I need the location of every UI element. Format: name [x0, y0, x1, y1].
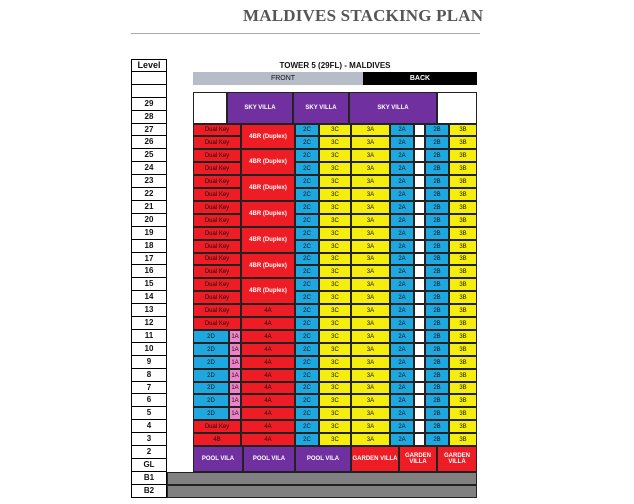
unit-cell: 2B: [425, 330, 449, 343]
sky-blank-left: [193, 92, 227, 124]
unit-cell: 4A: [241, 356, 295, 369]
level-cell: 25: [131, 149, 167, 162]
unit-cell: 2A: [390, 124, 414, 136]
unit-cell: 2C: [295, 253, 319, 265]
level-cell: 12: [131, 317, 167, 330]
level-cell: 5: [131, 407, 167, 420]
unit-cell: 2B: [425, 433, 449, 446]
level-cell: 3: [131, 433, 167, 446]
unit-cell: 4A: [241, 394, 295, 407]
unit-cell: 3B: [449, 317, 477, 330]
unit-cell: 3B: [449, 420, 477, 433]
basement-b2: [167, 485, 477, 498]
unit-cell: 3A: [351, 214, 390, 227]
sky-blank-right: [437, 92, 477, 124]
unit-cell: Dual Key: [193, 162, 241, 175]
unit-cell: 3C: [319, 278, 351, 291]
level-cell: B2: [131, 485, 167, 498]
pool-vila-2: POOL VILA: [243, 446, 295, 472]
unit-cell: 4A: [241, 420, 295, 433]
unit-cell: 3C: [319, 227, 351, 240]
unit-cell: 2D: [193, 356, 229, 369]
unit-cell: 1A: [229, 343, 241, 356]
level-cell: 26: [131, 136, 167, 149]
unit-cell: 3B: [449, 433, 477, 446]
unit-cell: 3B: [449, 201, 477, 214]
unit-cell: 2A: [390, 214, 414, 227]
level-cell: 9: [131, 356, 167, 369]
unit-cell: 3B: [449, 162, 477, 175]
unit-cell: 2C: [295, 317, 319, 330]
level-cell: [131, 72, 167, 85]
unit-cell: 3B: [449, 240, 477, 253]
unit-cell: 2A: [390, 356, 414, 369]
unit-cell: [414, 162, 425, 175]
unit-cell: 2C: [295, 124, 319, 136]
unit-cell: 3C: [319, 149, 351, 162]
unit-cell: 2C: [295, 291, 319, 304]
unit-cell: 3A: [351, 407, 390, 420]
unit-cell: 3A: [351, 124, 390, 136]
unit-cell: 2C: [295, 330, 319, 343]
level-cell: 17: [131, 253, 167, 265]
unit-cell: Dual Key: [193, 175, 241, 188]
unit-cell: 3B: [449, 265, 477, 278]
unit-cell: 2A: [390, 420, 414, 433]
unit-cell: [414, 420, 425, 433]
unit-cell: 3A: [351, 278, 390, 291]
unit-cell: 3C: [319, 188, 351, 201]
unit-cell: 2C: [295, 175, 319, 188]
unit-cell: 3A: [351, 420, 390, 433]
unit-cell: 3C: [319, 304, 351, 317]
unit-cell: Dual Key: [193, 265, 241, 278]
unit-cell: 2A: [390, 162, 414, 175]
level-header: Level: [131, 59, 167, 72]
unit-cell: 2A: [390, 394, 414, 407]
unit-cell: [414, 240, 425, 253]
garden-villa-2: GARDEN VILLA: [399, 446, 437, 472]
page-title: MALDIVES STACKING PLAN: [243, 6, 484, 25]
level-cell: 23: [131, 175, 167, 188]
unit-cell: 2A: [390, 330, 414, 343]
unit-cell: 3B: [449, 188, 477, 201]
unit-cell: 3A: [351, 253, 390, 265]
unit-cell: 3B: [449, 330, 477, 343]
level-cell: 4: [131, 420, 167, 433]
unit-cell: Dual Key: [193, 240, 241, 253]
level-cell: 2: [131, 446, 167, 459]
unit-cell: Dual Key: [193, 136, 241, 149]
unit-cell: 2B: [425, 201, 449, 214]
unit-cell: 3B: [449, 304, 477, 317]
unit-cell: 3C: [319, 214, 351, 227]
unit-cell: 2B: [425, 265, 449, 278]
unit-cell: 2B: [425, 278, 449, 291]
unit-cell: Dual Key: [193, 188, 241, 201]
level-cell: 22: [131, 188, 167, 201]
unit-cell: 3A: [351, 175, 390, 188]
unit-cell: 2C: [295, 407, 319, 420]
unit-cell: 4A: [241, 369, 295, 382]
unit-cell: Dual Key: [193, 227, 241, 240]
unit-cell: 3A: [351, 356, 390, 369]
unit-cell: 3B: [449, 175, 477, 188]
unit-cell: 3A: [351, 317, 390, 330]
unit-cell: 3B: [449, 149, 477, 162]
unit-cell: 4B: [193, 433, 241, 446]
unit-cell: 3A: [351, 382, 390, 394]
unit-cell: 2C: [295, 214, 319, 227]
unit-cell: Dual Key: [193, 253, 241, 265]
unit-cell: 2D: [193, 394, 229, 407]
unit-cell: 2A: [390, 227, 414, 240]
unit-cell: 1A: [229, 407, 241, 420]
level-cell: 7: [131, 382, 167, 394]
unit-cell: [414, 227, 425, 240]
level-cell: 16: [131, 265, 167, 278]
level-cell: 19: [131, 227, 167, 240]
unit-cell: 2C: [295, 420, 319, 433]
unit-cell: 3A: [351, 149, 390, 162]
unit-cell: 3A: [351, 304, 390, 317]
unit-cell: 2B: [425, 304, 449, 317]
unit-cell: 3B: [449, 394, 477, 407]
level-cell: 8: [131, 369, 167, 382]
unit-cell: 1A: [229, 369, 241, 382]
level-cell: 27: [131, 124, 167, 136]
unit-cell: 3C: [319, 124, 351, 136]
pool-vila-1: POOL VILA: [193, 446, 243, 472]
unit-cell: 4A: [241, 330, 295, 343]
unit-cell: [414, 278, 425, 291]
unit-cell: 2C: [295, 265, 319, 278]
basement-b1: [167, 472, 477, 485]
level-cell: 11: [131, 330, 167, 343]
duplex-4br-cell: 4BR (Duplex): [241, 253, 295, 278]
unit-cell: Dual Key: [193, 291, 241, 304]
unit-cell: 3C: [319, 420, 351, 433]
level-cell: 13: [131, 304, 167, 317]
unit-cell: 2B: [425, 343, 449, 356]
unit-cell: 3A: [351, 240, 390, 253]
unit-cell: 4A: [241, 343, 295, 356]
duplex-4br-cell: 4BR (Duplex): [241, 124, 295, 149]
unit-cell: 2D: [193, 330, 229, 343]
back-bar: BACK: [363, 72, 477, 85]
unit-cell: 3C: [319, 369, 351, 382]
unit-cell: 2C: [295, 201, 319, 214]
unit-cell: [414, 304, 425, 317]
unit-cell: [414, 253, 425, 265]
front-bar: FRONT: [193, 72, 373, 85]
unit-cell: Dual Key: [193, 317, 241, 330]
unit-cell: 2B: [425, 227, 449, 240]
unit-cell: 3C: [319, 253, 351, 265]
duplex-4br-cell: 4BR (Duplex): [241, 227, 295, 253]
level-cell: 18: [131, 240, 167, 253]
unit-cell: 3A: [351, 369, 390, 382]
unit-cell: 2B: [425, 356, 449, 369]
unit-cell: 3A: [351, 343, 390, 356]
unit-cell: 2D: [193, 343, 229, 356]
unit-cell: 3B: [449, 369, 477, 382]
unit-cell: 2A: [390, 265, 414, 278]
pool-vila-3: POOL VILA: [295, 446, 351, 472]
unit-cell: 1A: [229, 394, 241, 407]
unit-cell: 3B: [449, 227, 477, 240]
title-divider: [131, 33, 480, 34]
unit-cell: 2C: [295, 162, 319, 175]
unit-cell: 2B: [425, 188, 449, 201]
unit-cell: 2B: [425, 175, 449, 188]
unit-cell: 3C: [319, 356, 351, 369]
stacking-plan-table: [131, 59, 477, 497]
unit-cell: 3C: [319, 240, 351, 253]
unit-cell: Dual Key: [193, 201, 241, 214]
unit-cell: 3C: [319, 394, 351, 407]
unit-cell: 4A: [241, 382, 295, 394]
unit-cell: 2A: [390, 369, 414, 382]
unit-cell: 2C: [295, 227, 319, 240]
unit-cell: 2A: [390, 343, 414, 356]
unit-cell: 2B: [425, 369, 449, 382]
level-cell: 24: [131, 162, 167, 175]
unit-cell: 3A: [351, 291, 390, 304]
unit-cell: Dual Key: [193, 278, 241, 291]
unit-cell: 2A: [390, 201, 414, 214]
unit-cell: 2A: [390, 433, 414, 446]
level-cell: 28: [131, 111, 167, 124]
unit-cell: Dual Key: [193, 304, 241, 317]
unit-cell: [414, 382, 425, 394]
unit-cell: 3B: [449, 291, 477, 304]
unit-cell: 3A: [351, 188, 390, 201]
unit-cell: 2B: [425, 291, 449, 304]
unit-cell: 2B: [425, 420, 449, 433]
unit-cell: [414, 149, 425, 162]
unit-cell: 3A: [351, 136, 390, 149]
unit-cell: 2A: [390, 304, 414, 317]
level-cell: 15: [131, 278, 167, 291]
unit-cell: 2D: [193, 369, 229, 382]
unit-cell: 1A: [229, 382, 241, 394]
unit-cell: 3C: [319, 330, 351, 343]
unit-cell: 2B: [425, 253, 449, 265]
unit-cell: 2B: [425, 407, 449, 420]
unit-cell: 2B: [425, 240, 449, 253]
unit-cell: 3B: [449, 343, 477, 356]
level-cell: 21: [131, 201, 167, 214]
unit-cell: Dual Key: [193, 214, 241, 227]
unit-cell: 3B: [449, 356, 477, 369]
unit-cell: [414, 433, 425, 446]
unit-cell: 2C: [295, 149, 319, 162]
unit-cell: 4A: [241, 317, 295, 330]
unit-cell: 3C: [319, 317, 351, 330]
garden-villa-1: GARDEN VILLA: [351, 446, 399, 472]
duplex-4br-cell: 4BR (Duplex): [241, 278, 295, 304]
unit-cell: 3A: [351, 227, 390, 240]
unit-cell: 2A: [390, 175, 414, 188]
unit-cell: 2C: [295, 382, 319, 394]
sky-villa-2: SKY VILLA: [293, 92, 349, 124]
unit-cell: 3B: [449, 278, 477, 291]
unit-cell: 3C: [319, 201, 351, 214]
tower-title: TOWER 5 (29FL) - MALDIVES: [279, 60, 391, 70]
sky-villa-1: SKY VILLA: [227, 92, 293, 124]
unit-cell: 2A: [390, 291, 414, 304]
unit-cell: 2C: [295, 136, 319, 149]
unit-cell: 2B: [425, 394, 449, 407]
unit-cell: 3B: [449, 382, 477, 394]
unit-cell: 3A: [351, 201, 390, 214]
unit-cell: 4A: [241, 433, 295, 446]
unit-cell: 2B: [425, 214, 449, 227]
unit-cell: 2B: [425, 317, 449, 330]
unit-cell: [414, 394, 425, 407]
unit-cell: 3C: [319, 382, 351, 394]
unit-cell: 2C: [295, 394, 319, 407]
unit-cell: 2C: [295, 278, 319, 291]
unit-cell: 2A: [390, 136, 414, 149]
unit-cell: 2B: [425, 136, 449, 149]
unit-cell: 3A: [351, 394, 390, 407]
unit-cell: 3C: [319, 291, 351, 304]
unit-cell: 3A: [351, 162, 390, 175]
unit-cell: [414, 356, 425, 369]
unit-cell: 1A: [229, 356, 241, 369]
unit-cell: 2B: [425, 382, 449, 394]
unit-cell: [414, 317, 425, 330]
unit-cell: [414, 265, 425, 278]
unit-cell: 2D: [193, 382, 229, 394]
unit-cell: [414, 188, 425, 201]
unit-cell: 3B: [449, 136, 477, 149]
unit-cell: 2B: [425, 162, 449, 175]
unit-cell: [414, 291, 425, 304]
level-cell: [131, 85, 167, 98]
unit-cell: 3B: [449, 253, 477, 265]
sky-villa-3: SKY VILLA: [349, 92, 437, 124]
unit-cell: 3C: [319, 136, 351, 149]
level-cell: B1: [131, 472, 167, 485]
unit-cell: Dual Key: [193, 149, 241, 162]
unit-cell: 2C: [295, 240, 319, 253]
unit-cell: [414, 369, 425, 382]
unit-cell: 2A: [390, 278, 414, 291]
unit-cell: 2A: [390, 149, 414, 162]
unit-cell: [414, 343, 425, 356]
unit-cell: 3B: [449, 124, 477, 136]
unit-cell: 3C: [319, 265, 351, 278]
unit-cell: 2B: [425, 124, 449, 136]
unit-cell: 2A: [390, 253, 414, 265]
unit-cell: 2A: [390, 382, 414, 394]
unit-cell: 3A: [351, 433, 390, 446]
unit-cell: 3C: [319, 433, 351, 446]
level-cell: 20: [131, 214, 167, 227]
unit-cell: 2C: [295, 343, 319, 356]
unit-cell: Dual Key: [193, 124, 241, 136]
level-cell: 10: [131, 343, 167, 356]
unit-cell: 3C: [319, 162, 351, 175]
duplex-4br-cell: 4BR (Duplex): [241, 175, 295, 201]
unit-cell: 3C: [319, 407, 351, 420]
unit-cell: 3C: [319, 175, 351, 188]
unit-cell: [414, 407, 425, 420]
unit-cell: 2C: [295, 369, 319, 382]
unit-cell: 1A: [229, 330, 241, 343]
unit-cell: Dual Key: [193, 420, 241, 433]
unit-cell: 4A: [241, 304, 295, 317]
unit-cell: 2C: [295, 356, 319, 369]
unit-cell: 3C: [319, 343, 351, 356]
unit-cell: 2A: [390, 240, 414, 253]
duplex-4br-cell: 4BR (Duplex): [241, 201, 295, 227]
unit-cell: [414, 330, 425, 343]
level-cell: GL: [131, 459, 167, 472]
unit-cell: 2A: [390, 317, 414, 330]
unit-cell: 2A: [390, 188, 414, 201]
unit-cell: 2A: [390, 407, 414, 420]
unit-cell: 2C: [295, 433, 319, 446]
level-cell: 29: [131, 98, 167, 111]
unit-cell: 3B: [449, 214, 477, 227]
unit-cell: [414, 136, 425, 149]
unit-cell: 3B: [449, 407, 477, 420]
unit-cell: 2C: [295, 304, 319, 317]
level-cell: 14: [131, 291, 167, 304]
unit-cell: 2D: [193, 407, 229, 420]
unit-cell: 2B: [425, 149, 449, 162]
unit-cell: 3A: [351, 330, 390, 343]
duplex-4br-cell: 4BR (Duplex): [241, 149, 295, 175]
unit-cell: [414, 201, 425, 214]
unit-cell: [414, 214, 425, 227]
unit-cell: 2C: [295, 188, 319, 201]
garden-villa-3: GARDEN VILLA: [437, 446, 477, 472]
level-cell: 6: [131, 394, 167, 407]
unit-cell: [414, 124, 425, 136]
unit-cell: 4A: [241, 407, 295, 420]
unit-cell: 3A: [351, 265, 390, 278]
unit-cell: [414, 175, 425, 188]
